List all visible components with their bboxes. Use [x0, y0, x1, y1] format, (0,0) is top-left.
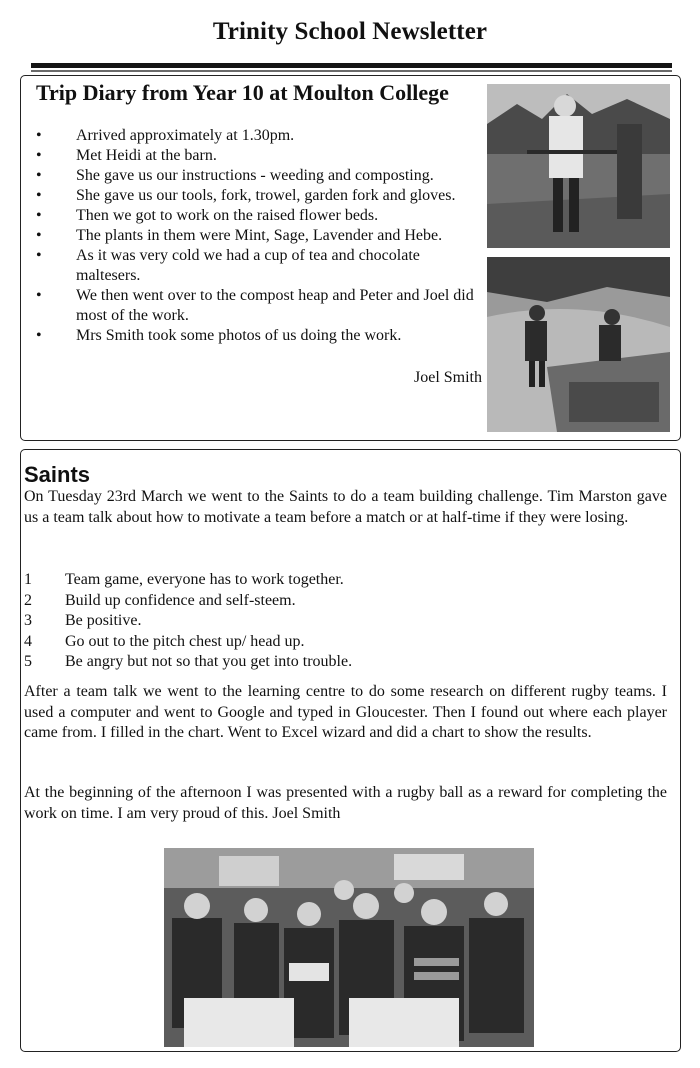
- masthead-rule: [31, 63, 672, 68]
- team-talk-points: [24, 570, 352, 673]
- list-text: Build up confidence and self-steem.: [65, 591, 296, 609]
- research-paragraph: After a team talk we went to the learning centre to do some research on different rugby teams. I used a computer and went to Google and typed in Gloucester. Then I found out where each player came from. I filled in the chart. Went to Excel wizard and did a chart to show the results.: [24, 683, 667, 741]
- trip-diary-list: [36, 126, 486, 346]
- list-item: • As it was very cold we had a cup of tea and chocolate maltesers.: [36, 246, 486, 286]
- list-item: • She gave us our tools, fork, trowel, garden fork and gloves.: [36, 186, 486, 206]
- newsletter-title: Trinity School Newsletter: [212, 18, 488, 45]
- list-item: [24, 652, 352, 673]
- list-item: • The plants in them were Mint, Sage, Lavender and Hebe.: [36, 226, 486, 246]
- list-number: 5: [24, 653, 32, 670]
- list-item: • She gave us our instructions - weeding and composting.: [36, 166, 486, 186]
- group-photo: [164, 848, 534, 1047]
- saints-intro-paragraph: On Tuesday 23rd March we went to the Saints to do a team building challenge. Tim Marston gave us a team talk about how to motivate a team before a match or at half-time if they were losing.: [24, 488, 667, 526]
- list-item: [24, 611, 352, 632]
- masthead: [0, 0, 700, 46]
- list-text: Go out to the pitch chest up/ head up.: [65, 632, 305, 650]
- list-item: [24, 570, 352, 591]
- list-item: • Met Heidi at the barn.: [36, 146, 486, 166]
- list-number: 2: [24, 591, 32, 609]
- trip-diary-section: [20, 75, 681, 441]
- list-number: 4: [24, 632, 32, 650]
- list-number: 1: [24, 571, 32, 588]
- masthead-rule-thin: [31, 70, 672, 72]
- list-item: [24, 632, 352, 653]
- list-item: • Then we got to work on the raised flower beds.: [36, 206, 486, 226]
- list-text: Team game, everyone has to work together.: [65, 571, 344, 588]
- list-text: Be angry but not so that you get into trouble.: [65, 653, 353, 670]
- student-with-tool-photo: [487, 84, 670, 248]
- list-item: [24, 591, 352, 612]
- saints-heading: Saints: [24, 462, 91, 487]
- trip-diary-heading: Trip Diary from Year 10 at Moulton College: [36, 80, 449, 105]
- reward-paragraph: At the beginning of the afternoon I was presented with a rugby ball as a reward for completing the work on time. I am very proud of this. Joel Smith: [24, 784, 667, 822]
- list-item: • We then went over to the compost heap and Peter and Joel did most of the work.: [36, 286, 486, 326]
- trip-diary-signature: Joel Smith: [413, 369, 482, 386]
- list-number: 3: [24, 612, 32, 629]
- list-text: Be positive.: [65, 612, 142, 629]
- composting-students-photo: [487, 257, 670, 432]
- saints-section: [20, 449, 681, 1052]
- list-item: • Arrived approximately at 1.30pm.: [36, 126, 486, 146]
- list-item: • Mrs Smith took some photos of us doing the work.: [36, 326, 486, 346]
